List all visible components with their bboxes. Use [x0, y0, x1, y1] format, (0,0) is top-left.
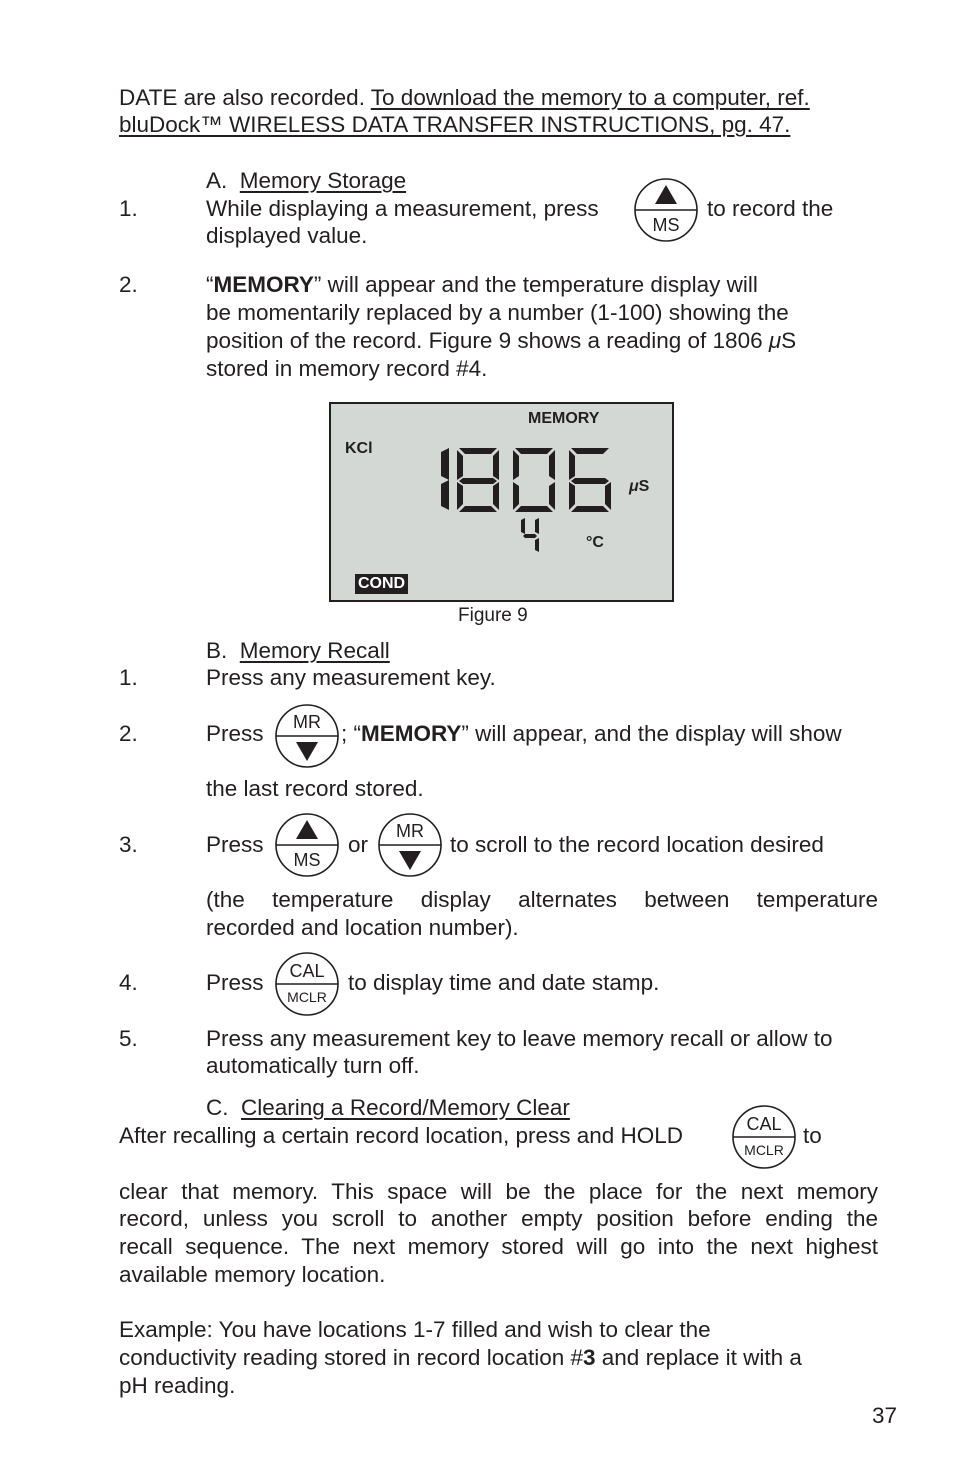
- step-number: 1.: [119, 665, 138, 690]
- ms-up-key-icon: [274, 812, 340, 878]
- mclr-key-label: MCLR: [287, 989, 327, 1005]
- step-a2-line4: stored in memory record #4.: [206, 356, 488, 381]
- quote: “: [206, 272, 214, 297]
- step-b2-line2: the last record stored.: [206, 776, 424, 801]
- example-line1: Example: You have locations 1-7 filled and wish to clear the: [119, 1317, 711, 1342]
- mr-down-key-icon: [377, 812, 443, 878]
- lcd-memory-label: MEMORY: [528, 410, 600, 427]
- cal-mclr-key-icon: [731, 1104, 797, 1170]
- step-b2-rest: [341, 720, 842, 748]
- ms-up-key-icon: [633, 177, 699, 243]
- section-c-para-line: recall sequence. The next memory stored will go into the next highest: [119, 1234, 878, 1259]
- lcd-reading-1806: [441, 448, 611, 512]
- section-letter: C.: [206, 1095, 229, 1120]
- mr-down-key-icon: [274, 703, 340, 769]
- memory-word: MEMORY: [361, 721, 462, 746]
- step-b3-or: or: [348, 832, 369, 857]
- step-number: 3.: [119, 832, 138, 857]
- ms-key-label: MS: [293, 850, 321, 870]
- text: and replace it with a: [595, 1345, 802, 1370]
- step-b3-para-line2: recorded and location number).: [206, 915, 519, 940]
- memory-word: MEMORY: [213, 272, 314, 297]
- lcd-display-figure: [329, 402, 674, 602]
- step-b4-after: to display time and date stamp.: [348, 970, 660, 995]
- section-c-line1: After recalling a certain record location, press and HOLD: [119, 1123, 684, 1148]
- mu-symbol: μ: [629, 478, 639, 495]
- mu-symbol: μ: [768, 328, 782, 353]
- page-number: 37: [872, 1403, 898, 1428]
- section-title: Clearing a Record/Memory Clear: [241, 1095, 570, 1120]
- text: conductivity reading stored in record location #: [119, 1345, 584, 1370]
- section-c-heading: [206, 1094, 570, 1122]
- section-letter: A.: [206, 168, 228, 193]
- unit: S: [638, 478, 650, 495]
- intro-line-1: [119, 84, 810, 112]
- step-b1-text: Press any measurement key.: [206, 665, 496, 690]
- section-c-para-line: clear that memory. This space will be the place for the next memory: [119, 1179, 878, 1204]
- step-number: 2.: [119, 272, 138, 297]
- intro-text: DATE are also recorded.: [119, 85, 371, 110]
- text: ” will appear, and the display will show: [461, 721, 842, 746]
- text: ” will appear and the temperature display will: [313, 272, 758, 297]
- step-b3-para-line1: (the temperature display alternates between temperature: [206, 887, 878, 912]
- mclr-key-label: MCLR: [744, 1142, 784, 1158]
- lcd-kcl-label: KCl: [345, 440, 373, 457]
- text: ; “: [341, 721, 361, 746]
- mr-key-label: MR: [293, 712, 321, 732]
- record-number: 3: [583, 1345, 596, 1370]
- lcd-record-number-4: [521, 518, 539, 552]
- step-b2-press: Press: [206, 721, 264, 746]
- section-b-heading: [206, 637, 390, 665]
- lcd-degc-label: °C: [586, 534, 604, 551]
- step-number: 2.: [119, 721, 138, 746]
- step-a1-after: to record the: [707, 196, 834, 221]
- lcd-segment-digits: [331, 404, 672, 600]
- step-number: 1.: [119, 196, 138, 221]
- bludock-reference-link[interactable]: bluDock™ WIRELESS DATA TRANSFER INSTRUCTIONS, pg. 47.: [119, 112, 791, 137]
- lcd-cond-badge: COND: [355, 574, 408, 594]
- section-c-para-last: available memory location.: [119, 1262, 386, 1287]
- section-letter: B.: [206, 638, 228, 663]
- step-a2-line3: [206, 327, 796, 355]
- section-a-heading: [206, 167, 406, 195]
- section-title: Memory Storage: [239, 168, 407, 193]
- section-title: Memory Recall: [239, 638, 390, 663]
- figure-caption: Figure 9: [458, 605, 528, 626]
- unit: S: [781, 328, 797, 353]
- cal-key-label: CAL: [746, 1114, 782, 1134]
- step-b3-press: Press: [206, 832, 264, 857]
- step-a1-line2: displayed value.: [206, 223, 368, 248]
- ms-key-label: MS: [652, 215, 680, 235]
- mr-key-label: MR: [396, 821, 424, 841]
- example-line2: [119, 1344, 802, 1372]
- step-a1-text: While displaying a measurement, press: [206, 196, 599, 221]
- step-a2-line1: [206, 271, 758, 299]
- step-b4-press: Press: [206, 970, 264, 995]
- step-b5-line2: automatically turn off.: [206, 1053, 420, 1078]
- cal-key-label: CAL: [289, 961, 325, 981]
- step-b5-line1: Press any measurement key to leave memory recall or allow to: [206, 1026, 833, 1051]
- step-b3-after: to scroll to the record location desired: [450, 832, 824, 857]
- step-number: 4.: [119, 970, 138, 995]
- section-c-line1-after: to: [803, 1123, 822, 1148]
- section-c-para-line: record, unless you scroll to another empty position before ending the: [119, 1206, 878, 1231]
- text: position of the record. Figure 9 shows a reading of 1806: [206, 328, 769, 353]
- step-a2-line2: be momentarily replaced by a number (1-100) showing the: [206, 300, 789, 325]
- example-line3: pH reading.: [119, 1373, 236, 1398]
- cal-mclr-key-icon: [274, 951, 340, 1017]
- download-reference-link[interactable]: To download the memory to a computer, ref.: [370, 85, 810, 110]
- step-number: 5.: [119, 1026, 138, 1051]
